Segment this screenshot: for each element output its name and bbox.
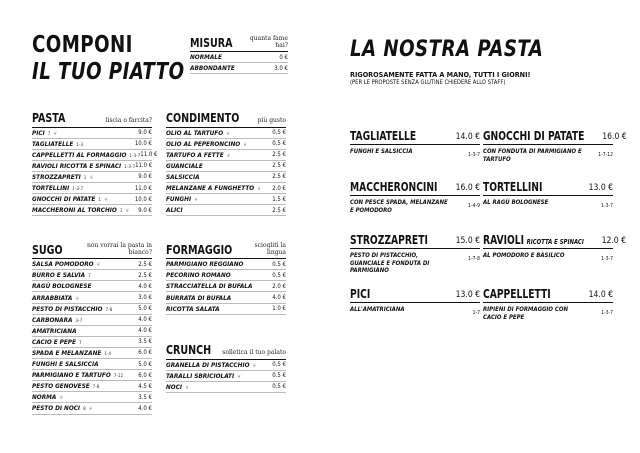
menu-item-price: 0.5 € <box>272 383 286 391</box>
vegetarian-leaf-icon: ❦ <box>226 130 230 137</box>
dish-price: 14.0 € <box>588 290 613 300</box>
menu-item-name: TAGLIATELLE 1-3 <box>32 139 84 148</box>
dish-header <box>350 181 480 196</box>
menu-item-row[interactable] <box>32 392 152 403</box>
allergen-codes: 1-3-7 <box>72 187 84 193</box>
menu-item-price: 0.5 € <box>272 271 286 279</box>
menu-item-name: FUNGHI ❦ <box>166 195 198 204</box>
menu-item-name: ALICI <box>166 206 183 215</box>
menu-item-price: 3.5 € <box>138 393 152 401</box>
signature-dish[interactable] <box>350 288 480 316</box>
dish-header <box>350 130 480 145</box>
signature-dish[interactable] <box>350 130 480 158</box>
menu-item-row[interactable] <box>32 259 152 270</box>
menu-item-price: 2.5 € <box>272 173 286 181</box>
menu-item-row[interactable] <box>32 326 152 337</box>
menu-item-price: 6.0 € <box>138 349 152 357</box>
vegetarian-leaf-icon: ❦ <box>243 141 247 148</box>
menu-item-row[interactable] <box>32 337 152 348</box>
dish-allergens: 1-3-7 <box>601 310 613 316</box>
menu-item-row[interactable] <box>32 370 152 381</box>
vegetarian-leaf-icon: ❦ <box>59 395 64 402</box>
vegetarian-leaf-icon: ❦ <box>237 373 241 380</box>
menu-item-row[interactable] <box>32 205 152 216</box>
dish-name: TAGLIATELLE <box>350 129 417 143</box>
section-header <box>32 243 152 259</box>
signature-dish[interactable] <box>483 288 613 321</box>
allergen-codes: 7-8 <box>105 307 113 313</box>
allergen-codes: 1-3-7 <box>129 153 141 159</box>
menu-item-price: 0.5 € <box>272 260 286 268</box>
vegetarian-leaf-icon: ❦ <box>88 406 93 413</box>
menu-item-name: SALSA POMODORO ❦ <box>32 260 101 269</box>
dish-price: 16.0 € <box>602 132 627 142</box>
menu-item-price: 4.0 € <box>138 327 152 335</box>
dish-name-extra: RICOTTA E SPINACI <box>526 238 584 246</box>
section-formaggio <box>166 243 286 315</box>
allergen-codes: 7-12 <box>113 374 124 380</box>
menu-item-name: AMATRICIANA <box>32 326 77 335</box>
menu-item-name: BURRATA DI BUFALA <box>166 293 232 302</box>
menu-item-row[interactable] <box>166 128 286 139</box>
vegetarian-leaf-icon: ❦ <box>103 197 108 204</box>
section-header <box>190 36 288 52</box>
menu-item-price: 10.0 € <box>134 195 152 203</box>
vegetarian-leaf-icon: ❦ <box>89 174 94 181</box>
menu-item-row[interactable] <box>166 161 286 172</box>
menu-item-name: MELANZANE A FUNGHETTO ❦ <box>166 184 261 193</box>
allergen-codes: 1-3-7 <box>124 164 136 170</box>
allergen-codes: 3-7 <box>75 318 83 324</box>
section-title: PASTA <box>32 110 66 125</box>
signature-dish[interactable] <box>350 234 480 275</box>
dish-allergens: 1-3-7 <box>601 203 613 209</box>
menu-item-price: 2.5 € <box>272 151 286 159</box>
menu-item-name: PICI 7 ❦ <box>32 128 58 137</box>
menu-item-row[interactable] <box>32 194 152 205</box>
menu-item-row[interactable] <box>32 315 152 326</box>
signature-dish[interactable] <box>483 233 626 262</box>
vegetarian-leaf-icon: ❦ <box>257 186 261 193</box>
menu-item-price: 10.0 € <box>134 140 152 148</box>
menu-item-name: GRANELLA DI PISTACCHIO ❦ <box>166 360 257 369</box>
menu-item-price: 4.0 € <box>272 294 286 302</box>
menu-item-price: 1.0 € <box>272 305 286 313</box>
dish-description: ALL'AMATRICIANA <box>350 306 405 313</box>
menu-item-row[interactable] <box>32 292 152 303</box>
dish-header <box>483 181 613 196</box>
menu-item-price: 0.5 € <box>272 140 286 148</box>
section-title: FORMAGGIO <box>166 241 233 257</box>
menu-item-name: TARALLI SBRICIOLATI ❦ <box>166 371 241 380</box>
allergen-codes: 1 <box>98 198 101 204</box>
menu-item-row[interactable] <box>166 360 286 371</box>
nostra-pasta-subtitle-note: (PER LE PROPOSTE SENZA GLUTINE CHIEDERE ALLO STAFF) <box>350 80 506 86</box>
allergen-codes: 1-4 <box>104 351 112 357</box>
nostra-pasta-title: LA NOSTRA PASTA <box>350 37 544 62</box>
dish-description: AL POMODORO E BASILICO <box>483 252 565 259</box>
menu-item-name: CAPPELLETTI AL FORMAGGIO 1-3-7 <box>32 150 141 159</box>
menu-item-name: TORTELLINI 1-3-7 <box>32 184 84 193</box>
dish-header <box>483 129 627 145</box>
menu-item-price: 3.0 € <box>138 294 152 302</box>
dish-allergens: 1-3-7 <box>601 256 613 262</box>
menu-item-row[interactable] <box>166 259 286 270</box>
menu-item-price: 4.0 € <box>138 282 152 290</box>
menu-item-price: 2.5 € <box>272 206 286 214</box>
section-misura <box>190 36 288 74</box>
menu-item-name: NORMALE <box>190 53 222 62</box>
dish-body <box>350 196 480 214</box>
section-note: più gusto <box>257 116 286 124</box>
menu-item-name: SALSICCIA <box>166 172 200 181</box>
title-componi: COMPONI <box>32 32 133 58</box>
section-sugo <box>32 243 152 415</box>
menu-item-row[interactable] <box>32 381 152 392</box>
dish-allergens: 1-7-8 <box>468 256 480 262</box>
section-pasta <box>32 110 158 216</box>
section-header <box>166 112 286 128</box>
menu-item-name: PECORINO ROMANO <box>166 271 231 280</box>
section-note: scioglitì la lingua <box>254 242 286 256</box>
menu-item-row[interactable] <box>32 304 152 315</box>
dish-allergens: 1-4-9 <box>468 203 480 209</box>
menu-item-price: 11.0 € <box>140 151 158 159</box>
menu-item-price: 0.5 € <box>272 361 286 369</box>
dish-price: 13.0 € <box>588 183 613 193</box>
section-title: SUGO <box>32 241 63 257</box>
section-condimento <box>166 112 286 216</box>
menu-item-row[interactable] <box>190 52 288 63</box>
menu-item-price: 2.0 € <box>272 282 286 290</box>
dish-allergens: 1-3-7 <box>468 152 480 158</box>
signature-dish[interactable] <box>483 129 627 163</box>
menu-item-name: CARBONARA 3-7 <box>32 315 83 324</box>
menu-item-row[interactable] <box>166 205 286 216</box>
menu-item-price: 5.0 € <box>138 305 152 313</box>
menu-item-name: PESTO DI NOCI 8 ❦ <box>32 404 93 413</box>
dish-price: 13.0 € <box>455 290 480 300</box>
section-note: non vorrai la pasta in bianco? <box>87 242 152 256</box>
dish-description: AL RAGÙ BOLOGNESE <box>483 199 549 206</box>
allergen-codes: 7 <box>47 131 51 137</box>
menu-item-row[interactable] <box>166 194 286 205</box>
menu-item-price: 4.0 € <box>138 316 152 324</box>
menu-item-price: 2.5 € <box>138 260 152 268</box>
dish-allergens: 1-7-12 <box>598 152 613 158</box>
menu-item-price: 3.5 € <box>138 338 152 346</box>
menu-item-name: OLIO AL PEPERONCINO ❦ <box>166 139 247 148</box>
menu-item-price: 3.0 € <box>274 64 288 72</box>
dish-description: CON FONDUTA DI PARMIGIANO E TARTUFO <box>483 148 582 163</box>
menu-item-name: NORMA ❦ <box>32 393 64 402</box>
menu-item-name: GNOCCHI DI PATATE 1 ❦ <box>32 195 108 204</box>
dish-price: 16.0 € <box>455 183 480 193</box>
menu-item-row[interactable] <box>32 183 152 194</box>
menu-item-name: GUANCIALE <box>166 161 203 170</box>
allergen-codes: 7 <box>88 274 91 280</box>
signature-dish[interactable] <box>350 181 480 214</box>
menu-item-row[interactable] <box>166 281 286 292</box>
menu-item-name: RAGÙ BOLOGNESE <box>32 282 92 291</box>
menu-item-row[interactable] <box>32 270 152 281</box>
menu-item-name: PESTO DI PISTACCHIO 7-8 <box>32 304 113 313</box>
menu-item-row[interactable] <box>32 348 152 359</box>
section-title: CRUNCH <box>166 342 212 357</box>
menu-item-name: TARTUFO A FETTE ❦ <box>166 150 231 159</box>
dish-name: TORTELLINI <box>483 180 543 194</box>
menu-item-price: 11.0 € <box>134 184 152 192</box>
dish-header <box>350 288 480 303</box>
menu-item-row[interactable] <box>190 63 288 74</box>
menu-item-price: 4.5 € <box>138 382 152 390</box>
menu-item-price: 2.5 € <box>272 162 286 170</box>
menu-item-name: BURRO E SALVIA 7 <box>32 271 91 280</box>
menu-item-row[interactable] <box>166 270 286 281</box>
dish-body <box>350 145 480 158</box>
dish-body <box>483 196 613 209</box>
dish-price: 14.0 € <box>455 132 480 142</box>
vegetarian-leaf-icon: ❦ <box>96 262 101 269</box>
allergen-codes: 8 <box>83 407 86 413</box>
menu-item-row[interactable] <box>166 371 286 382</box>
menu-item-price: 6.0 € <box>138 371 152 379</box>
menu-item-name: RICOTTA SALATA <box>166 304 220 313</box>
vegetarian-leaf-icon: ❦ <box>252 362 257 369</box>
menu-item-name: PARMIGIANO E TARTUFO 7-12 <box>32 371 124 380</box>
menu-item-price: 0.5 € <box>272 129 286 137</box>
dish-name: GNOCCHI DI PATATE <box>483 129 585 143</box>
menu-item-row[interactable] <box>32 128 152 139</box>
menu-item-price: 2.5 € <box>138 271 152 279</box>
menu-item-price: 4.0 € <box>138 404 152 412</box>
dish-header <box>483 233 626 249</box>
vegetarian-leaf-icon: ❦ <box>53 130 58 137</box>
section-note: quanta fame hai? <box>249 35 288 49</box>
menu-item-row[interactable] <box>32 161 152 172</box>
dish-description: CON PESCE SPADA, MELANZANE E POMODORO <box>350 199 448 214</box>
dish-body <box>483 145 613 163</box>
dish-body <box>483 303 613 321</box>
menu-item-price: 5.0 € <box>138 360 152 368</box>
vegetarian-leaf-icon: ❦ <box>185 384 189 391</box>
dish-header <box>350 234 480 249</box>
menu-item-row[interactable] <box>166 172 286 183</box>
vegetarian-leaf-icon: ❦ <box>125 208 130 215</box>
dish-price: 12.0 € <box>601 236 626 246</box>
menu-item-price: 9.0 € <box>138 173 152 181</box>
menu-item-name: CACIO E PEPE 7 <box>32 337 82 346</box>
menu-item-name: OLIO AL TARTUFO ❦ <box>166 128 230 137</box>
dish-allergens: 1-7 <box>472 310 480 316</box>
menu-item-name: PESTO GENOVESE 7-8 <box>32 382 100 391</box>
menu-item-row[interactable] <box>32 359 152 370</box>
menu-item-name: SPADA E MELANZANE 1-4 <box>32 348 112 357</box>
allergen-codes: 1 <box>119 209 123 215</box>
menu-item-row[interactable] <box>32 150 158 161</box>
section-header <box>166 243 286 259</box>
dish-description: FUNGHI E SALSICCIA <box>350 148 413 155</box>
section-note: liscia o farcita? <box>105 116 152 124</box>
menu-item-price: 0.5 € <box>272 372 286 380</box>
dish-name: MACCHERONCINI <box>350 180 438 194</box>
section-title: MISURA <box>190 34 233 50</box>
menu-item-price: 9.0 € <box>138 129 152 137</box>
menu-item-row[interactable] <box>166 183 286 194</box>
menu-item-row[interactable] <box>166 150 286 161</box>
menu-item-name: NOCI ❦ <box>166 382 189 391</box>
section-note: solletica il tuo palato <box>222 348 286 356</box>
menu-item-row[interactable] <box>32 281 152 292</box>
dish-price: 15.0 € <box>455 236 480 246</box>
menu-item-price: 1.5 € <box>272 195 286 203</box>
dish-name: STROZZAPRETI <box>350 233 428 247</box>
menu-item-price: 2.0 € <box>272 184 286 192</box>
menu-item-price: 0 € <box>279 53 288 61</box>
menu-item-name: FUNGHI E SALSICCIA <box>32 360 99 369</box>
menu-item-name: ARRABBIATA ❦ <box>32 293 80 302</box>
menu-item-name: PARMIGIANO REGGIANO <box>166 260 244 269</box>
menu-item-price: 9.0 € <box>138 206 152 214</box>
nostra-pasta-subtitle: RIGOROSAMENTE FATTA A MANO, TUTTI I GIORNI! <box>350 70 531 79</box>
menu-item-row[interactable] <box>32 139 152 150</box>
section-title: CONDIMENTO <box>166 110 240 125</box>
section-crunch <box>166 344 286 393</box>
menu-item-name: RAVIOLI RICOTTA E SPINACI 1-3-7 <box>32 161 136 170</box>
menu-item-row[interactable] <box>32 403 152 414</box>
allergen-codes: 1-3 <box>76 142 84 148</box>
vegetarian-leaf-icon: ❦ <box>226 152 231 159</box>
menu-item-name: STRACCIATELLA DI BUFALA <box>166 282 253 291</box>
dish-header <box>483 288 613 303</box>
allergen-codes: 7-8 <box>92 385 100 391</box>
section-header <box>166 344 286 360</box>
menu-item-price: 11.0 € <box>135 162 153 170</box>
allergen-codes: 1 <box>83 175 87 181</box>
menu-item-row[interactable] <box>166 292 286 303</box>
dish-body <box>483 249 613 262</box>
dish-name: PICI <box>350 287 371 301</box>
dish-body <box>350 303 480 316</box>
vegetarian-leaf-icon: ❦ <box>194 197 198 204</box>
menu-item-name: STROZZAPRETI 1 ❦ <box>32 172 94 181</box>
dish-name: RAVIOLI RICOTTA E SPINACI <box>483 233 584 247</box>
dish-body <box>350 249 480 275</box>
menu-item-name: MACCHERONI AL TORCHIO 1 ❦ <box>32 206 130 215</box>
menu-item-name: ABBONDANTE <box>190 64 235 73</box>
menu-item-row[interactable] <box>166 304 286 315</box>
menu-item-row[interactable] <box>166 382 286 393</box>
dish-description: PESTO DI PISTACCHIO, GUANCIALE E FONDUTA DI PARMIGIANO <box>350 252 430 274</box>
dish-name: CAPPELLETTI <box>483 287 551 301</box>
title-tuo-piatto: IL TUO PIATTO <box>32 59 185 85</box>
section-header <box>32 112 152 128</box>
menu-item-row[interactable] <box>166 139 286 150</box>
dish-description: RIPIENI DI FORMAGGIO CON CACIO E PEPE <box>483 306 568 321</box>
vegetarian-leaf-icon: ❦ <box>75 295 80 302</box>
signature-dish[interactable] <box>483 181 613 209</box>
menu-item-row[interactable] <box>32 172 152 183</box>
allergen-codes: 7 <box>78 340 82 346</box>
